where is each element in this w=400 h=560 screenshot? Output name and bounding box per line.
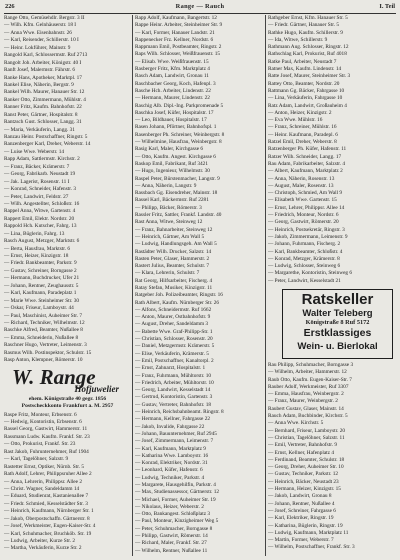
directory-entry: — Heinr. Kaufmann, Paradepl. 6	[268, 131, 338, 138]
directory-entry: Rantzsch Gust. Schlosser, Langg. 31	[4, 119, 82, 126]
directory-entry: Ranke Hans, Apotheker, Marktpl. 17	[4, 74, 82, 81]
directory-entry: — Martin, Former, Weberstr. 7	[268, 537, 334, 544]
directory-entry: — Albert, Kaufmann, Marktplatz 2	[268, 168, 343, 175]
directory-entry: — Leo, Bildhauer, Hospitalstr. 17	[135, 117, 207, 124]
directory-entry: — Gustav, Techniker, Parkstr. 12	[268, 471, 339, 478]
directory-entry: — Karl, Kaufmann, Paradeplatz 1	[4, 290, 77, 297]
directory-entry: Rauber Adolf, Werkmeister, Ruf 3307	[268, 383, 349, 390]
directory-entry: Rappold Hch. Kutscher, Fahrg. 13	[4, 223, 77, 230]
ratskeller-owner: Walter Teleberg	[302, 307, 373, 319]
directory-entry: Rapp Adam, Sattlermstr. Kirchstr. 2	[4, 156, 80, 163]
directory-entry: Range Otto, Gemüsehdlr. Bergstr. 3 II	[4, 15, 85, 21]
directory-entry: Rassel Karl, Bäckermstr. Ruf 2281	[135, 197, 209, 204]
directory-entry: — Elisabeth Wwe. Gartenstr. 15	[268, 197, 337, 204]
directory-entry: Rassmann Ludw. Kaufm. Frankf. Str. 23	[4, 433, 90, 440]
directory-entry: — Ernst, Lehrer, Philippsr. Allee 14	[268, 204, 345, 211]
directory-entry: Raub Otto, Kaufm. Eugen-Kaiser-Str. 7	[268, 376, 352, 383]
directory-entry: Rau Philipp, Schuhmacher, Borngasse 3	[268, 361, 354, 368]
right-column-entries-top	[268, 15, 396, 285]
ratskeller-title: Ratskeller	[301, 290, 374, 308]
directory-entry: — Lina, Verkäuferin, Fahrgasse 10	[268, 95, 343, 102]
directory-entry: — Franz, Maurer, Weinbergstr. 2	[268, 398, 338, 405]
directory-entry: — Katharina, Büglerin, Ringstr. 19	[268, 522, 343, 529]
directory-entry: — Luise Wwe. Weberstr. 14	[4, 148, 64, 155]
directory-entry: — Konrad, Metzger, Krämerstr. 8	[268, 255, 340, 262]
directory-entry: Rastetter Ernst, Optiker, Nürnb. Str. 5	[4, 463, 84, 470]
directory-entry: — Hermann, Maurer, Lindenstr. 22	[135, 95, 210, 102]
directory-entry: Rasenberger Ph. Schreiner, Weinbergstr. 8	[135, 131, 225, 138]
directory-entry: — Ernst, Heizer, Kinzigstr. 18	[4, 253, 69, 259]
directory-entry: — Karl, Kaufmann, Marktplatz 9	[135, 445, 206, 452]
directory-entry: Rankel Wilh. Maurer, Hanauer Str. 12	[4, 89, 85, 96]
directory-entry: — Elise, Verkäuferin, Krämerstr. 5	[135, 350, 209, 357]
directory-entry: — Hermann, Heizer, Kinzigstr. 15	[268, 486, 341, 493]
directory-entry: — Franz, Fuhrmann, Mühltorstr. 10	[135, 372, 212, 379]
directory-entry: Ratzel Emil, Dreher, Weberstr. 8	[268, 139, 337, 146]
directory-entry: — Lina, Büglerin, Fahrg. 13	[4, 230, 65, 237]
directory-entry: — Karl, Schuhmacher, Bruchköb. Str. 19	[4, 530, 92, 537]
directory-entry: — Heinr. Lokführer, Mainstr. 9	[4, 44, 71, 51]
directory-entry: Rassler Fritz, Sattler, Frankf. Landstr. 40	[135, 212, 222, 219]
directory-entry: — Philipp, Bäcker, Römerstr. 3	[135, 204, 202, 211]
directory-entry: — Hermann, Buchdrucker, Ufer 21	[4, 275, 80, 282]
directory-entry: Rathke Hugo, Kaufm. Schillerstr. 9	[268, 29, 343, 36]
directory-entry: — Eduard, Studienrat, Kastanienallee 7	[4, 493, 89, 500]
directory-entry: — Wilh. Angestellter, Schloßstr. 16	[4, 200, 80, 207]
directory-entry: — Christian, Schlosser, Rosenstr. 20	[135, 336, 213, 343]
directory-entry: Rastert Julius, Beamter, Schulstr. 7	[135, 263, 210, 270]
directory-entry: — Elisab. Wwe. Weißfrauenstr. 15	[135, 58, 209, 65]
directory-entry: Ranft Josef, Malermstr. Fährstr. 6	[4, 67, 76, 74]
directory-entry: Ratay Stefan, Musiker, Kinzigstr. 11	[135, 284, 213, 291]
directory-entry: — Otto, Kaufm. Angest. Kirchgasse 6	[135, 153, 216, 160]
directory-entry: Rappe Heinr. Arbeiter, Steinheimer Str. 9	[135, 22, 223, 29]
directory-entry: Raschner Hugo, Vertreter, Leimenstr. 3	[4, 342, 87, 349]
directory-entry: — Friedr. Schmied, Kesselstädter Str. 3	[4, 500, 88, 507]
directory-entry: — Karl, Reisender, Schillerstr. 10 I	[4, 37, 79, 44]
directory-entry: Ranzau Heinr. Postschaffner, Ringstr. 5	[4, 134, 88, 140]
directory-entry: — Gustav, Schreiner, Borngasse 2	[4, 267, 77, 274]
directory-entry: — Karl, Former, Hanauer Landstr. 21	[135, 29, 215, 36]
directory-entry: Rassbach Gg. Eisendreher, Mainstr. 18	[135, 190, 218, 197]
directory-entry: — Karl, Elektriker, Ringstr. 19	[268, 515, 334, 522]
directory-entry: — Ludwig, Techniker, Parkstr. 4	[135, 474, 205, 481]
directory-entry: — Ludwig, Schlosser, Steinweg 6	[268, 263, 341, 270]
directory-entry: — Michael, Former, Auheimer Str. 19	[135, 496, 216, 503]
directory-entry: Ratte Josef, Maurer, Steinheimer Str. 3	[268, 73, 351, 80]
directory-entry: Ranzenberger Karl, Dreher, Weberstr. 14	[4, 141, 91, 148]
right-column-entries-bottom	[268, 362, 396, 552]
directory-entry: Rangold Karl, Schlossermstr. Ruf 2713	[4, 52, 88, 59]
directory-entry: — Maria, Verkäuferin, Langg. 31	[4, 126, 75, 133]
right-column	[268, 15, 396, 552]
directory-entry: — August, Dreher, Sandeldamm 3	[135, 321, 209, 328]
directory-entry: Rattey Otto, Beamter, Nordstr. 20	[268, 80, 340, 87]
directory-entry: — Jakob, Invalide, Fahrgasse 22	[135, 423, 205, 430]
directory-entry: — Friedrich, Monteur, Nordstr. 6	[268, 212, 339, 219]
directory-entry: — Nikolaus, Heizer, Weberstr. 2	[135, 503, 204, 510]
directory-entry: — Anna, Lehrerin, Philippsr. Allee 2	[4, 478, 82, 485]
directory-entry: Ranner Fritz, Kaufm. Bahnhofstr. 22	[4, 104, 82, 111]
directory-entry: Raskop Emil, Fabrikant, Ruf 3421	[135, 160, 208, 167]
left-column-entries-top	[4, 15, 131, 365]
directory-entry: — Anna Wwe. Eisenbahnstr. 26	[4, 29, 72, 36]
directory-entry: Rappert Emil, Elektr. Nordstr. 20	[4, 215, 75, 222]
running-head: Range — Rauch	[175, 3, 225, 10]
directory-entry: Rappmann Emil, Postbeamter, Ringstr. 2	[135, 44, 222, 51]
directory-entry: Rasig Karl, Maler, Kirchgasse 6	[135, 146, 204, 153]
directory-entry: — Alfons, Schneidermstr. Ruf 1662	[135, 306, 212, 313]
left-column	[4, 15, 131, 553]
directory-entry: — Ferdinand, Beamter, Schulstr. 18	[268, 456, 345, 463]
directory-entry: — Johann, Rentner, Zeughausstr. 5	[4, 282, 79, 289]
ratskeller-slogan-2: Wein- u. Bierlokal	[297, 340, 378, 352]
ratskeller-address: Königstraße 8 Ruf 5172	[305, 318, 370, 326]
column-divider-right	[265, 15, 266, 556]
directory-entry: — August, Maler, Rosenstr. 13	[268, 182, 334, 189]
directory-entry: — Wilhelm, Postschaffner, Frankf. Str. 3	[268, 544, 355, 551]
directory-entry: Rappel Anna, Witwe, Gartenstr. 4	[4, 208, 76, 215]
directory-entry: Raschke Alfred, Beamter, Nußallee 8	[4, 327, 83, 334]
directory-entry: — Christian, Tagelöhner, Salzstr. 11	[268, 434, 345, 441]
directory-entry: — Christ. Wagner, Sandeldamm 14	[4, 485, 80, 492]
directory-entry: — Georg, Landwirt, Kesselstadt 14	[135, 387, 211, 394]
directory-entry: Ratke Paul, Arbeiter, Neustadt 7	[268, 58, 337, 65]
directory-entry: — Georg, Fabrikarb. Neustadt 19	[4, 171, 76, 178]
directory-entry: — Ernst, Kellner, Hafenplatz 4	[268, 449, 334, 456]
directory-entry: — Hedwig, Kontoristin, Erbsenstr. 6	[4, 419, 82, 425]
directory-entry: Raspe Fritz, Monteur, Erbsenstr. 6	[4, 411, 77, 418]
directory-entry: Rat Georg, Hilfsarbeiter, Fischerg. 4	[135, 277, 213, 284]
directory-entry: — Peter, Landwirt, Feldstr. 27	[4, 193, 69, 200]
directory-entry: — Johann, Rentner, Nußallee 4	[268, 500, 335, 507]
directory-entry: — Marie Wwe. Steinheimer Str. 30	[4, 297, 80, 304]
directory-entry: Rankel Elise, Näherin, Bergstr. 9	[4, 81, 74, 88]
directory-entry: — Anna, Näherin, Rosenstr. 13	[268, 175, 335, 182]
directory-entry: — Max, Studienassessor, Gärtnerstr. 12	[135, 489, 220, 496]
directory-entry: — Friedr. Gärtner, Hanauer Str. 5	[268, 22, 339, 29]
directory-entry: — Jakob, Zimmermann, Leimenstr. 9	[268, 233, 348, 240]
directory-entry: Rastädter Wilh. Drucker, Salzstr. 14	[135, 248, 212, 255]
page-number: 226	[5, 3, 15, 10]
directory-entry: — Anton, Heizer, Kinzigstr. 2	[268, 109, 332, 116]
directory-entry: — Leonhard, Küfer, Hafenstr. 6	[135, 467, 203, 474]
directory-entry: Raschig Alb. Dipl.-Ing. Parkpromenade 5	[135, 102, 224, 109]
directory-entry: Raps Wilh. Schlosser, Weißfrauenstr. 15	[135, 51, 221, 58]
column-divider-left	[132, 15, 133, 556]
directory-entry: Ratzenberger Ph. Küfer, Hafenstr. 11	[268, 146, 347, 153]
directory-entry: — Otto, Bankangest. Schloßplatz 3	[135, 511, 211, 518]
directory-entry: Ratgeber Joh. Polizeibeamter, Ringstr. 16	[135, 292, 223, 299]
directory-entry: Rattmann Gg. Bäcker, Fahrgasse 10	[268, 87, 345, 94]
range-jeweler-advertisement	[4, 365, 131, 412]
directory-entry: Rasp Anton, Klempner, Römerstr. 10	[4, 357, 83, 364]
directory-entry: — Friedr. Bankbeamter, Parkstr. 9	[4, 260, 77, 267]
directory-entry: — Daniel, Metzgermstr. Krämerstr. 5	[135, 343, 215, 350]
directory-entry: — Josef, Schreiner, Fahrgasse 6	[268, 507, 336, 514]
directory-entry: Ranst Peter, Gärtner, Hospitalstr. 8	[4, 111, 78, 118]
directory-entry: Raschbacher Georg, Koch, Hafenpl. 3	[135, 80, 216, 87]
directory-entry: — Jakob, Oberpostschaffn. Gärtnerstr. 8	[4, 515, 90, 522]
directory-entry: — Franz, Bahnarbeiter, Steinweg 12	[135, 226, 213, 233]
directory-entry: Rast Anna, Witwe, Steinweg 12	[135, 219, 203, 226]
directory-entry: Rathmann Aug. Schlosser, Ringstr. 12	[268, 44, 349, 51]
directory-entry: Rath Adolf, Lehrer, Philippsruher Allee 2	[4, 471, 92, 478]
directory-entry: — Emil, Vertreter, Bahnhofstr. 9	[268, 442, 337, 449]
range-ad-name: W. Range	[12, 364, 96, 389]
directory-entry: — Richard, Techniker, Wilhelmstr. 12	[4, 319, 85, 326]
directory-entry: — Karl, Bankbeamter, Schloßstr. 4	[268, 248, 343, 255]
directory-entry: — Oskar, Friseur, Lamboystr. 44	[4, 305, 74, 312]
directory-entry: — Peter, Landwirt, Kesselstadt 21	[268, 277, 341, 284]
directory-entry: — Christoph, Schmied, Am Wall 9	[268, 190, 343, 197]
directory-entry: — Ludwig, Handlungsgeh. Am Wall 5	[135, 241, 217, 248]
directory-entry: Ranker Otto, Zimmermann, Mühlstr. 4	[4, 96, 86, 103]
directory-entry: — Heinrich, Kaufmann, Nürnberger Str. 1	[4, 508, 94, 515]
range-ad-address: ehem. Königstraße 40 gegr. 1856	[28, 395, 107, 402]
directory-entry: Ratz Adam, Landwirt, Großauheim 4	[268, 102, 347, 109]
directory-entry: — Franz, Schreiner, Mühlstr. 16	[268, 124, 337, 131]
directory-entry: — Paul, Maschinist, Auheimer Str. 7	[4, 312, 82, 319]
directory-entry: — Katharina Wwe. Lamboystr. 16	[135, 452, 209, 459]
directory-entry: Rasten Peter, Glaser, Hammerstr. 2	[135, 255, 210, 262]
directory-entry: — Heinrich, Bäcker, Neustadt 23	[268, 478, 339, 485]
directory-entry: — Georg, Dreher, Auheimer Str. 10	[268, 464, 344, 471]
ratskeller-advertisement	[282, 289, 393, 359]
directory-entry: Rau Adam, Fabrikarbeiter, Salzstr. 4	[268, 160, 346, 167]
directory-entry: — Hugo, Ingenieur, Wilhelmstr. 30	[135, 168, 210, 175]
directory-entry: — Heinrich, Postsekretär, Ringstr. 3	[268, 226, 345, 233]
directory-entry: — Heinrich, Reichsbahnbeamt. Ringstr. 8	[135, 409, 224, 416]
directory-entry: — Ida, Witwe, Schillerstr. 9	[268, 36, 328, 43]
directory-entry: Raschka Josef, Küfer, Hospitalstr. 17	[135, 109, 214, 116]
header-rule	[4, 13, 396, 14]
directory-entry: — Eva Wwe. Mühlstr. 16	[268, 117, 323, 124]
directory-entry: Rangolt Joh. Arbeiter, Königstr. 40 I	[4, 59, 82, 66]
middle-column-entries	[135, 15, 263, 555]
directory-entry: — Margarethe, Kontoristin, Steinweg 6	[268, 270, 353, 277]
directory-entry: — Georg, Gastwirt, Römerstr. 20	[268, 219, 339, 226]
directory-entry: Rathgeber Ernst, Kfm. Hanauer Str. 5	[268, 15, 348, 21]
directory-entry: Rasch August, Metzger, Marktstr. 6	[4, 238, 80, 245]
directory-entry: Rasen Johann, Pförtner, Bahnhofspl. 1	[135, 124, 217, 131]
directory-entry: — Johann, Bauunternehmer, Ruf 2945	[135, 430, 217, 437]
directory-entry: — Anna Wwe. Kirchstr. 5	[268, 420, 324, 427]
directory-entry: — Paul, Monteur, Kinzigheimer Weg 5	[135, 518, 219, 525]
directory-entry: — Emma, Schneiderin, Nußallee 8	[4, 334, 79, 341]
directory-entry: — Heinrich, Gärtner, Am Wall 5	[135, 233, 205, 240]
directory-entry: Raspel Peter, Bürstenmacher, Langstr. 9	[135, 175, 220, 182]
directory-entry: Rauch Adam, Buchbinder, Kirchstr. 5	[268, 413, 348, 420]
range-ad-trade: Hofjuwelier	[74, 383, 119, 394]
directory-entry: — Klara, Lehrerin, Schulstr. 7	[135, 270, 200, 277]
directory-entry: — Gertrud, Kontoristin, Gartenstr. 3	[135, 394, 213, 401]
directory-entry: — Ludwig, Arbeiter, Kurze Str. 2	[4, 538, 75, 544]
directory-entry: — Jak. Lagerist, Rosenstr. 11 I	[4, 178, 70, 185]
directory-entry: Raubert Gustav, Glaser, Mainstr. 14	[268, 405, 344, 412]
directory-entry: Ratzer Wilh. Schneider, Langg. 17	[268, 153, 342, 160]
directory-entry: — Friedrich, Arbeiter, Mühltorstr. 10	[135, 379, 214, 386]
directory-entry: — Wilhelmine, Hausfrau, Weinbergstr. 8	[135, 139, 222, 146]
middle-column	[135, 15, 263, 555]
directory-entry: — Philipp, Gastwirt, Römerstr. 14	[135, 533, 208, 540]
directory-entry: — Otto, Prokurist, Frankf. Str. 23	[4, 441, 76, 448]
directory-entry: Rasmus Wilh. Postinspektor, Schulstr. 15	[4, 349, 92, 356]
directory-entry: — Emil, Postschaffner, Kanaltorpl. 2	[135, 357, 214, 364]
directory-entry: — Ernst, Zahnarzt, Hospitalstr. 1	[135, 365, 206, 372]
ratskeller-slogan-1: Erstklassiges	[303, 326, 372, 339]
directory-entry: — Ludwig, Kaufmann, Marktplatz 11	[268, 529, 349, 536]
directory-entry: — Johann, Fuhrmann, Fischerg. 2	[268, 241, 341, 248]
directory-entry: — Konrad, Elektriker, Nordstr. 31	[135, 460, 208, 467]
directory-entry: — Hermann, Kellner, Fahrgasse 22	[135, 416, 211, 423]
directory-entry: Rasche Hch. Arbeiter, Lindenstr. 22	[135, 87, 211, 94]
directory-entry: — Wilhelm, Rentner, Nußallee 11	[135, 547, 208, 554]
directory-entry: — Babette Wwe. Graf-Philipp-Str. 1	[135, 328, 213, 335]
directory-entry: Rassel Georg, Gastwirt, Hammerstr. 11	[4, 426, 88, 433]
directory-entry: — Margarete, Hausgehilfin, Parkstr. 4	[135, 482, 216, 488]
directory-entry: — Richard, Maler, Frankf. Str. 27	[135, 540, 207, 547]
directory-entry: — Martha, Verkäuferin, Kurze Str. 2	[4, 545, 82, 552]
range-ad-account: Postscheckkonto Frankfurt a. M. 2957	[21, 402, 114, 409]
directory-entry: Rathschlag Karl, Prokurist, Ruf 4018	[268, 51, 347, 58]
directory-entry: — Wilh. Kfm. Gelnhäuserstr. 18 I	[4, 22, 77, 29]
directory-entry: Rast Jakob, Fuhrunternehmer, Ruf 1904	[4, 448, 89, 455]
directory-entry: — Anton, Maurer, Ostbahnhofstr. 9	[135, 314, 211, 321]
directory-entry: — Jakob, Landwirt, Gronau 8	[268, 493, 332, 500]
part-label: I. Teil	[379, 3, 395, 10]
directory-entry: — Franz, Bäcker, Krämerstr. 7	[4, 163, 70, 170]
left-column-entries-bottom	[4, 412, 131, 553]
directory-entry: — Emma, Hausfrau, Weinbergstr. 2	[268, 391, 344, 398]
directory-entry: — Bernhard, Friseur, Lamboystr. 20	[268, 427, 346, 434]
directory-entry: — Wilhelm, Arbeiter, Hammerstr. 12	[268, 369, 347, 376]
directory-entry: — Berta, Hausfrau, Marktstr. 6	[4, 245, 71, 252]
directory-entry: — Gustav, Vertreter, Bahnhofstr. 18	[135, 401, 211, 408]
directory-entry: Rath Albert, Kaufm. Nürnberger Str. 26	[135, 299, 220, 306]
directory-entry: Rapp Adolf, Kaufmann, Bangertstr. 12	[135, 15, 217, 21]
directory-entry: — Anna, Näherin, Langstr. 9	[135, 182, 197, 189]
directory-entry: — Josef, Zimmermann, Leimenstr. 7	[135, 438, 214, 445]
directory-entry: — Josef, Werkmeister, Eugen-Kaiser-Str. 4	[4, 523, 96, 530]
directory-entry: Ratner Max, Kaufm. Lindenstr. 14	[268, 66, 342, 73]
directory-entry: — Peter, Schuhmacher, Borngasse 8	[135, 525, 213, 532]
directory-entry: Rasberger Fritz, Kfm. Marktplatz 4	[135, 66, 210, 73]
directory-entry: — Karl, Tagelöhner, Salzstr. 9	[4, 456, 69, 463]
directory-entry: — Konrad, Schneider, Hafenstr. 3	[4, 186, 77, 193]
directory-entry: Rasch Adam, Landwirt, Gronau 11	[135, 73, 209, 80]
directory-entry: Rappenecker Frz. Kellner, Nordstr. 6	[135, 36, 214, 43]
